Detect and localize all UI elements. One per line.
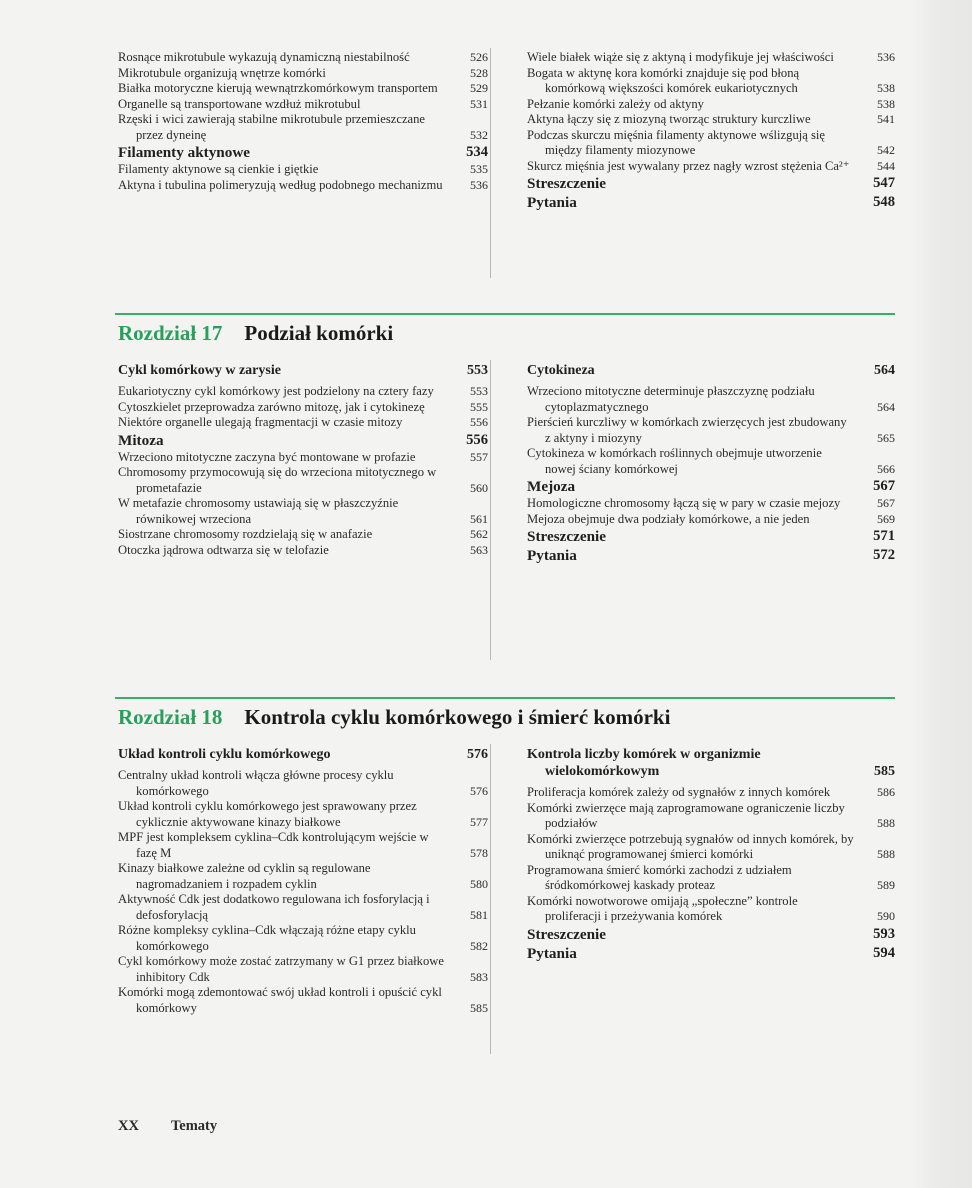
- entry-page: 555: [470, 399, 488, 414]
- entry-title: Pełzanie komórki zależy od aktyny: [527, 96, 704, 111]
- entry-page: 536: [877, 50, 895, 64]
- section-title: Mitoza: [118, 431, 164, 449]
- toc-entry[interactable]: [118, 50, 488, 66]
- running-footer-title: Tematy: [170, 1118, 218, 1134]
- entry-page: 577: [470, 814, 488, 829]
- entry-title: Mikrotubule organizują wnętrze komórki: [118, 65, 326, 80]
- toc-section-heading[interactable]: [527, 746, 895, 780]
- entry-title: Skurcz mięśnia jest wywalany przez nagły wzrost stężenia Ca²⁺: [527, 158, 850, 173]
- toc-entry[interactable]: [118, 799, 488, 830]
- entry-page: 576: [470, 783, 488, 798]
- entry-title: Cytokineza w komórkach roślinnych obejmuje utworzenie nowej ściany komórkowej: [527, 446, 822, 476]
- section-title: Pytania: [527, 547, 577, 564]
- entry-title: Cykl komórkowy może zostać zatrzymany w G1 przez białkowe inhibitory Cdk: [118, 954, 444, 984]
- section-title: Cykl komórkowy w zarysie: [118, 363, 281, 378]
- entry-title: Rzęski i wici zawierają stabilne mikrotubule przemieszczane przez dyneinę: [118, 112, 426, 142]
- entry-title: Filamenty aktynowe są cienkie i giętkie: [118, 162, 319, 176]
- chapter-title: Podział komórki: [244, 321, 394, 345]
- toc-entry[interactable]: [118, 954, 488, 985]
- toc-entry[interactable]: [527, 446, 895, 477]
- toc-entry[interactable]: [118, 923, 488, 954]
- toc-section-heading[interactable]: [527, 925, 895, 944]
- entry-page: 581: [470, 907, 488, 922]
- entry-page: 528: [470, 65, 488, 80]
- toc-section-heading[interactable]: [527, 944, 895, 963]
- toc-entry[interactable]: [118, 66, 488, 82]
- column-divider: [490, 744, 491, 1054]
- section-title: Pytania: [527, 944, 577, 962]
- section-page: 556: [466, 431, 488, 448]
- toc-section-heading[interactable]: [527, 362, 895, 379]
- section-page: 585: [874, 764, 895, 779]
- entry-title: Komórki nowotworowe omijają „społeczne” kontrole proliferacji i przeżywania komórek: [527, 893, 798, 923]
- entry-title: Cytoszkielet przeprowadza zarówno mitozę, jak i cytokinezę: [118, 399, 425, 414]
- entry-page: 562: [470, 527, 488, 541]
- column-divider: [490, 360, 491, 660]
- section-page: 547: [873, 175, 895, 191]
- entry-page: 526: [470, 50, 488, 64]
- section-page: 571: [873, 528, 895, 544]
- section-title: Streszczenie: [527, 925, 606, 943]
- entry-page: 563: [470, 542, 488, 557]
- chapter-18-heading[interactable]: [118, 705, 670, 730]
- entry-page: 532: [470, 127, 488, 142]
- section-title: Mejoza: [527, 478, 576, 495]
- section-title: Filamenty aktynowe: [118, 144, 251, 161]
- entry-page: 589: [877, 878, 895, 892]
- entry-title: Pierścień kurczliwy w komórkach zwierzęcych jest zbudowany z aktyny i miozyny: [527, 415, 847, 445]
- section-title: Streszczenie: [527, 175, 606, 192]
- toc-entry[interactable]: [527, 159, 895, 175]
- chapter-number: Rozdział 18: [118, 705, 223, 729]
- entry-page: 565: [877, 430, 895, 445]
- entry-title: Chromosomy przymocowują się do wrzeciona mitotycznego w prometafazie: [118, 465, 437, 495]
- entry-page: 561: [470, 511, 488, 526]
- toc-entry[interactable]: [527, 832, 895, 863]
- toc-entry[interactable]: [527, 801, 895, 832]
- entry-page: 535: [470, 162, 488, 176]
- toc-entry[interactable]: [118, 496, 488, 527]
- toc-entry[interactable]: [118, 97, 488, 113]
- entry-title: MPF jest kompleksem cyklina–Cdk kontrolującym wejście w fazę M: [118, 830, 429, 860]
- section-title: Układ kontroli cyklu komórkowego: [118, 747, 331, 762]
- section-title: Pytania: [527, 194, 577, 211]
- toc-entry[interactable]: [527, 863, 895, 894]
- entry-page: 542: [877, 143, 895, 157]
- entry-title: Programowana śmierć komórki zachodzi z udziałem śródkomórkowej kaskady proteaz: [527, 862, 792, 892]
- toc-section-heading[interactable]: [527, 477, 895, 496]
- entry-title: Otoczka jądrowa odtwarza się w telofazie: [118, 542, 329, 557]
- section-page: 534: [466, 144, 488, 160]
- entry-page: 560: [470, 480, 488, 495]
- entry-title: Rosnące mikrotubule wykazują dynamiczną niestabilność: [118, 50, 410, 64]
- toc-entry[interactable]: [118, 415, 488, 431]
- entry-title: Podczas skurczu mięśnia filamenty aktynowe wślizgują się między filamenty miozynowe: [527, 127, 825, 157]
- entry-page: 538: [877, 81, 895, 95]
- column-divider: [490, 48, 491, 278]
- toc-entry[interactable]: [527, 894, 895, 925]
- toc-entry[interactable]: [527, 97, 895, 113]
- toc-entry[interactable]: [118, 465, 488, 496]
- toc-entry[interactable]: [118, 892, 488, 923]
- section-title: Kontrola liczby komórek w organizmie wielokomórkowym: [527, 747, 761, 779]
- entry-title: Aktywność Cdk jest dodatkowo regulowana ich fosforylacją i defosforylacją: [118, 892, 430, 922]
- entry-title: Wiele białek wiąże się z aktyną i modyfikuje jej właściwości: [527, 50, 834, 64]
- toc-entry[interactable]: [527, 50, 895, 66]
- entry-page: 583: [470, 969, 488, 984]
- entry-page: 529: [470, 81, 488, 95]
- section-page: 548: [873, 194, 895, 210]
- toc-entry[interactable]: [527, 512, 895, 528]
- entry-page: 557: [470, 449, 488, 464]
- entry-page: 588: [877, 816, 895, 830]
- section-page: 572: [873, 547, 895, 563]
- toc-entry[interactable]: [118, 81, 488, 97]
- section-page: 576: [467, 747, 488, 762]
- entry-title: Bogata w aktynę kora komórki znajduje się pod błoną komórkową większości komórek eukariotycznych: [527, 65, 800, 95]
- entry-page: 541: [877, 112, 895, 126]
- toc-entry[interactable]: [118, 162, 488, 178]
- entry-title: Wrzeciono mitotyczne zaczyna być montowane w profazie: [118, 449, 416, 464]
- entry-page: 578: [470, 845, 488, 860]
- entry-title: Siostrzane chromosomy rozdzielają się w anafazie: [118, 527, 373, 541]
- toc-entry[interactable]: [527, 128, 895, 159]
- toc-top-left-column: [118, 50, 488, 193]
- toc-section-heading[interactable]: [118, 143, 488, 162]
- toc-entry[interactable]: [118, 178, 488, 194]
- toc-entry[interactable]: [527, 496, 895, 512]
- entry-title: Białka motoryczne kierują wewnątrzkomórkowym transportem: [118, 81, 438, 95]
- entry-page: 553: [470, 384, 488, 398]
- page-footer: [118, 1118, 217, 1135]
- entry-title: Komórki mogą zdemontować swój układ kontroli i opuścić cykl komórkowy: [118, 985, 442, 1015]
- chapter-18-rule: [115, 697, 895, 699]
- toc-section-heading[interactable]: [118, 746, 488, 763]
- toc-top-right-column: [527, 50, 895, 212]
- section-page: 553: [467, 363, 488, 378]
- entry-page: 556: [470, 415, 488, 429]
- toc-entry[interactable]: [118, 543, 488, 559]
- chapter-17-heading[interactable]: [118, 321, 393, 346]
- entry-page: 566: [877, 461, 895, 476]
- toc-section-heading[interactable]: [527, 193, 895, 212]
- entry-page: 585: [470, 1000, 488, 1015]
- ch17-right-column: [527, 362, 895, 565]
- toc-entry[interactable]: [527, 384, 895, 415]
- entry-title: Proliferacja komórek zależy od sygnałów z innych komórek: [527, 785, 831, 799]
- entry-title: Komórki zwierzęce mają zaprogramowane ograniczenie liczby podziałów: [527, 800, 845, 830]
- toc-entry[interactable]: [118, 384, 488, 400]
- entry-page: 544: [877, 158, 895, 173]
- ch17-left-column: [118, 362, 488, 558]
- entry-page: 582: [470, 938, 488, 953]
- page-edge-shadow: [910, 0, 972, 1188]
- entry-title: Komórki zwierzęce potrzebują sygnałów od innych komórek, by uniknąć programowanej śmierci komórki: [527, 831, 854, 861]
- entry-title: Eukariotyczny cykl komórkowy jest podzielony na cztery fazy: [118, 384, 434, 398]
- toc-entry[interactable]: [118, 830, 488, 861]
- entry-page: 538: [877, 96, 895, 111]
- entry-title: Aktyna i tubulina polimeryzują według podobnego mechanizmu: [118, 177, 443, 192]
- section-title: Streszczenie: [527, 528, 606, 545]
- toc-entry[interactable]: [527, 112, 895, 128]
- toc-entry[interactable]: [118, 985, 488, 1016]
- toc-entry[interactable]: [527, 415, 895, 446]
- entry-title: Układ kontroli cyklu komórkowego jest sprawowany przez cyklicznie aktywowane kinazy białkowe: [118, 799, 417, 829]
- entry-title: Kinazy białkowe zależne od cyklin są regulowane nagromadzaniem i rozpadem cyklin: [118, 861, 371, 891]
- toc-entry[interactable]: [527, 785, 895, 801]
- toc-section-heading[interactable]: [527, 546, 895, 565]
- entry-title: Organelle są transportowane wzdłuż mikrotubul: [118, 96, 361, 111]
- toc-entry[interactable]: [118, 450, 488, 466]
- section-page: 567: [873, 478, 895, 494]
- entry-title: Niektóre organelle ulegają fragmentacji w czasie mitozy: [118, 415, 403, 429]
- toc-entry[interactable]: [118, 768, 488, 799]
- ch18-right-column: [527, 746, 895, 963]
- entry-title: Centralny układ kontroli włącza główne procesy cyklu komórkowego: [118, 768, 394, 798]
- folio: XX: [118, 1118, 139, 1134]
- entry-page: 580: [470, 876, 488, 891]
- entry-title: Wrzeciono mitotyczne determinuje płaszczyznę podziału cytoplazmatycznego: [527, 384, 815, 414]
- toc-entry[interactable]: [118, 861, 488, 892]
- toc-entry[interactable]: [118, 112, 488, 143]
- toc-entry[interactable]: [118, 400, 488, 416]
- toc-section-heading[interactable]: [527, 527, 895, 546]
- entry-page: 590: [877, 909, 895, 923]
- ch18-left-column: [118, 746, 488, 1016]
- section-page: 564: [874, 363, 895, 378]
- section-page: 594: [873, 944, 895, 961]
- entry-title: Homologiczne chromosomy łączą się w pary w czasie mejozy: [527, 496, 841, 510]
- entry-title: Różne kompleksy cyklina–Cdk włączają różne etapy cyklu komórkowego: [118, 923, 416, 953]
- section-title: Cytokineza: [527, 363, 595, 378]
- entry-title: Mejoza obejmuje dwa podziały komórkowe, a nie jeden: [527, 511, 810, 526]
- entry-page: 536: [470, 177, 488, 192]
- chapter-17-rule: [115, 313, 895, 315]
- toc-entry[interactable]: [527, 66, 895, 97]
- toc-section-heading[interactable]: [118, 362, 488, 379]
- entry-page: 586: [877, 785, 895, 799]
- toc-section-heading[interactable]: [118, 431, 488, 450]
- entry-page: 567: [877, 496, 895, 510]
- section-page: 593: [873, 925, 895, 942]
- chapter-title: Kontrola cyklu komórkowego i śmierć komórki: [244, 705, 671, 729]
- entry-page: 588: [877, 847, 895, 861]
- chapter-number: Rozdział 17: [118, 321, 223, 345]
- toc-entry[interactable]: [118, 527, 488, 543]
- entry-page: 569: [877, 511, 895, 526]
- entry-page: 531: [470, 96, 488, 111]
- entry-title: W metafazie chromosomy ustawiają się w płaszczyźnie równikowej wrzeciona: [118, 496, 399, 526]
- entry-page: 564: [877, 399, 895, 414]
- toc-section-heading[interactable]: [527, 174, 895, 193]
- entry-title: Aktyna łączy się z miozyną tworząc struktury kurczliwe: [527, 112, 811, 126]
